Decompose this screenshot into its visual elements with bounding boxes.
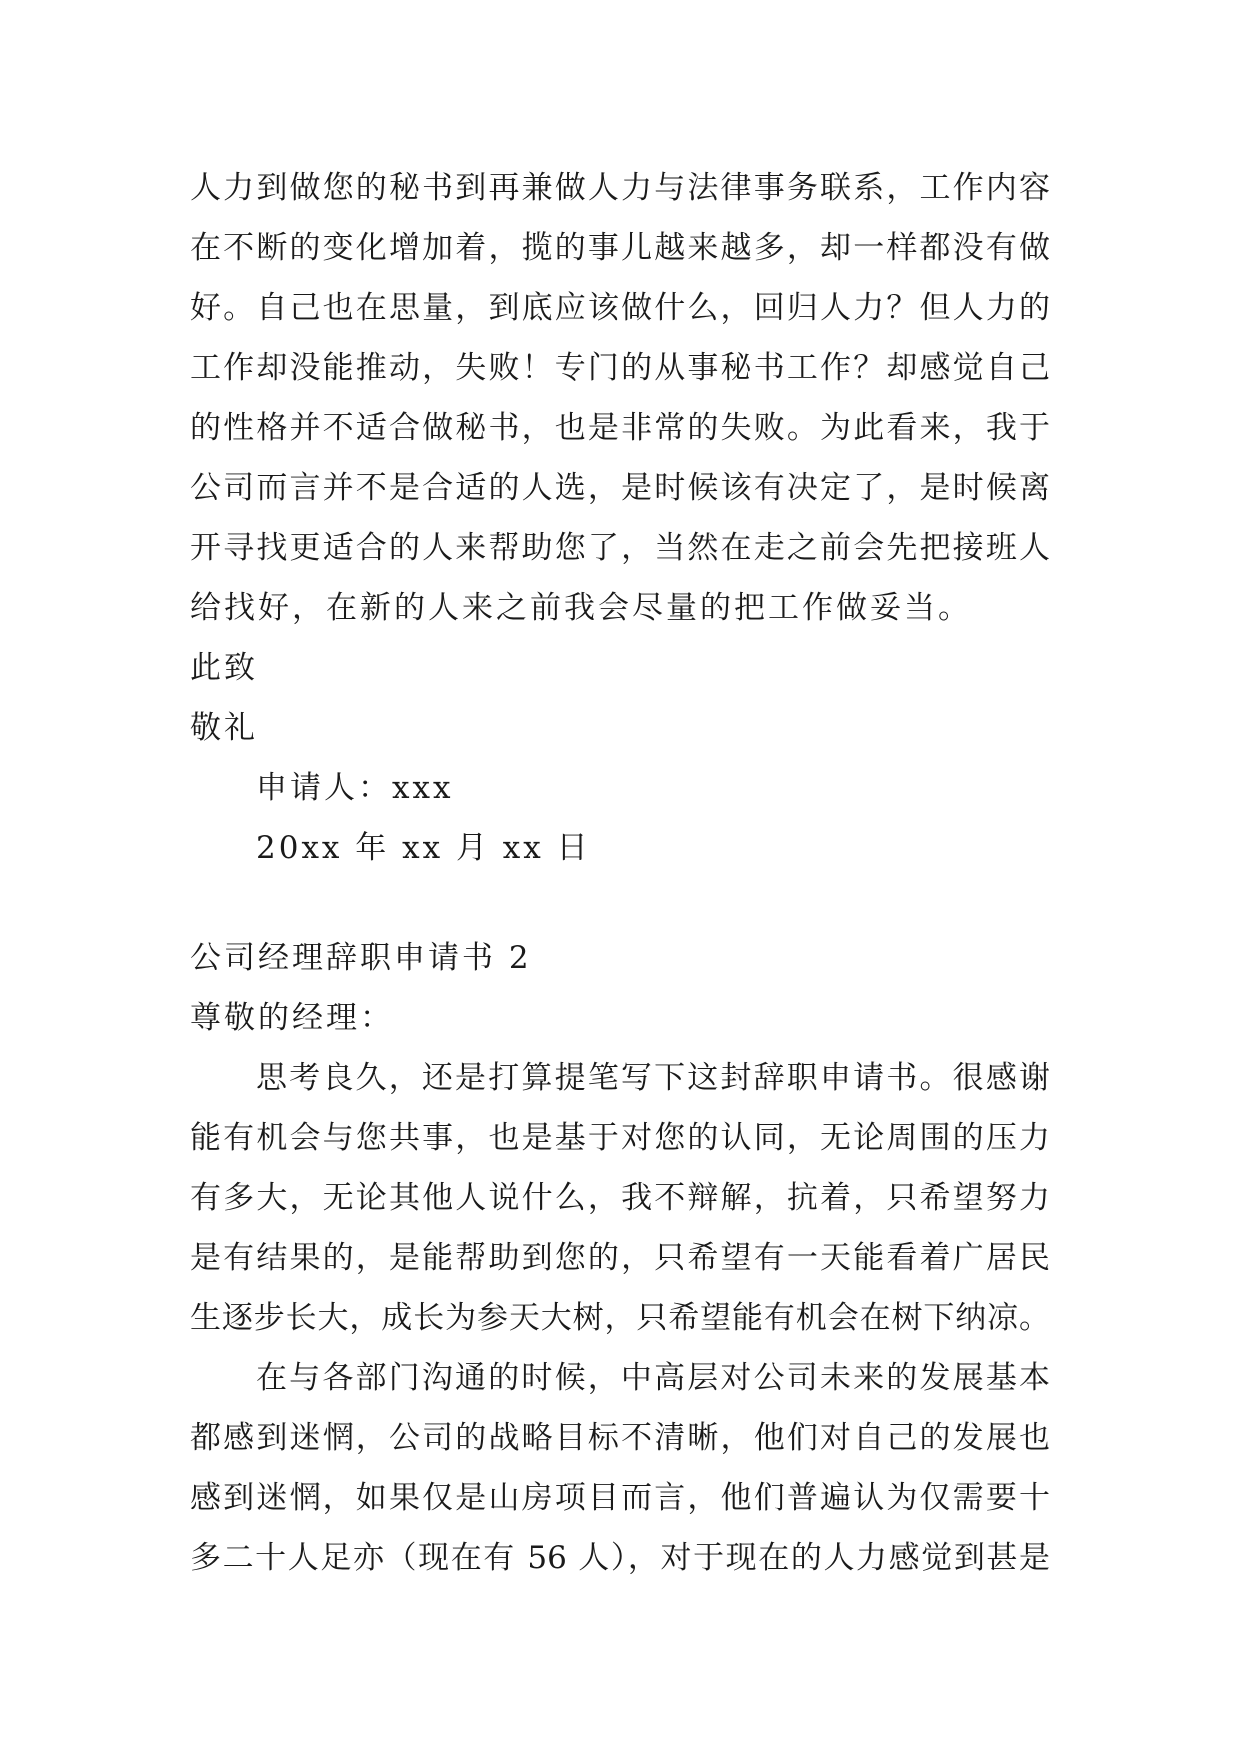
paragraph-line: 思考良久，还是打算提笔写下这封辞职申请书。很感谢 — [256, 1060, 1050, 1096]
paragraph-line: 给找好，在新的人来之前我会尽量的把工作做妥当。 — [190, 590, 972, 626]
salutation: 尊敬的经理： — [190, 1000, 394, 1036]
paragraph-line: 的性格并不适合做秘书，也是非常的失败。为此看来，我于 — [190, 410, 1050, 446]
paragraph-line: 开寻找更适合的人来帮助您了，当然在走之前会先把接班人 — [190, 530, 1050, 566]
paragraph-line: 工作却没能推动，失败！专门的从事秘书工作？却感觉自己 — [190, 350, 1050, 386]
paragraph-line: 感到迷惘，如果仅是山房项目而言，他们普遍认为仅需要十 — [190, 1480, 1050, 1516]
paragraph-line: 是有结果的，是能帮助到您的，只希望有一天能看着广居民 — [190, 1240, 1050, 1276]
closing-line: 此致 — [190, 650, 258, 686]
paragraph-line: 有多大，无论其他人说什么，我不辩解，抗着，只希望努力 — [190, 1180, 1050, 1216]
paragraph-line: 在不断的变化增加着，揽的事儿越来越多，却一样都没有做 — [190, 230, 1050, 266]
paragraph-line: 好。自己也在思量，到底应该做什么，回归人力？但人力的 — [190, 290, 1050, 326]
paragraph-line: 都感到迷惘，公司的战略目标不清晰，他们对自己的发展也 — [190, 1420, 1050, 1456]
applicant-line: 申请人：xxx — [256, 770, 454, 806]
letter-title: 公司经理辞职申请书 2 — [190, 940, 532, 976]
paragraph-line: 生逐步长大，成长为参天大树，只希望能有机会在树下纳凉。 — [190, 1300, 1050, 1336]
closing-line: 敬礼 — [190, 710, 258, 746]
paragraph-line: 人力到做您的秘书到再兼做人力与法律事务联系，工作内容 — [190, 170, 1050, 206]
paragraph-line: 多二十人足亦（现在有 56 人），对于现在的人力感觉到甚是 — [190, 1540, 1050, 1576]
date-line: 20xx 年 xx 月 xx 日 — [256, 830, 591, 866]
paragraph-line: 在与各部门沟通的时候，中高层对公司未来的发展基本 — [256, 1360, 1050, 1396]
paragraph-line: 能有机会与您共事，也是基于对您的认同，无论周围的压力 — [190, 1120, 1050, 1156]
paragraph-line: 公司而言并不是合适的人选，是时候该有决定了，是时候离 — [190, 470, 1050, 506]
